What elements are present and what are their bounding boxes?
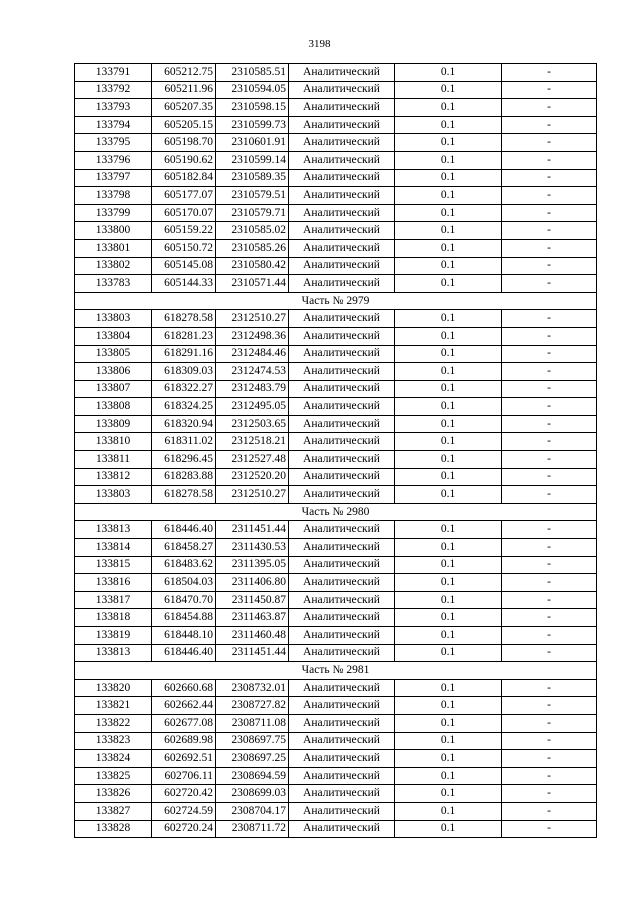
point-number: 133827 [75,802,152,820]
section-header: Часть № 2980 [75,503,597,521]
table-body [75,64,597,838]
y-coordinate: 2311463.87 [216,609,289,627]
table-row [75,239,597,257]
point-number: 133802 [75,257,152,275]
y-coordinate: 2310601.91 [216,134,289,152]
method: Аналитический [289,627,395,645]
table-row [75,187,597,205]
accuracy: 0.1 [395,556,502,574]
x-coordinate: 602720.42 [152,785,216,803]
accuracy: 0.1 [395,380,502,398]
y-coordinate: 2310585.02 [216,222,289,240]
table-row [75,257,597,275]
y-coordinate: 2310599.73 [216,116,289,134]
accuracy: 0.1 [395,468,502,486]
table-row [75,363,597,381]
method: Аналитический [289,802,395,820]
x-coordinate: 605212.75 [152,64,216,82]
accuracy: 0.1 [395,327,502,345]
point-number: 133794 [75,116,152,134]
accuracy: 0.1 [395,539,502,557]
method: Аналитический [289,222,395,240]
table-row [75,380,597,398]
accuracy: 0.1 [395,820,502,838]
x-coordinate: 605150.72 [152,239,216,257]
accuracy: 0.1 [395,627,502,645]
note: - [502,169,597,187]
x-coordinate: 605177.07 [152,187,216,205]
method: Аналитический [289,609,395,627]
y-coordinate: 2310598.15 [216,99,289,117]
method: Аналитический [289,398,395,416]
point-number: 133818 [75,609,152,627]
method: Аналитический [289,785,395,803]
y-coordinate: 2308697.75 [216,732,289,750]
table-row [75,275,597,293]
x-coordinate: 602692.51 [152,750,216,768]
table-row [75,767,597,785]
method: Аналитический [289,451,395,469]
table-row [75,81,597,99]
y-coordinate: 2312518.21 [216,433,289,451]
method: Аналитический [289,257,395,275]
point-number: 133825 [75,767,152,785]
note: - [502,521,597,539]
method: Аналитический [289,556,395,574]
note: - [502,99,597,117]
method: Аналитический [289,679,395,697]
method: Аналитический [289,767,395,785]
x-coordinate: 618296.45 [152,451,216,469]
y-coordinate: 2310589.35 [216,169,289,187]
y-coordinate: 2312483.79 [216,380,289,398]
x-coordinate: 602660.68 [152,679,216,697]
y-coordinate: 2310585.51 [216,64,289,82]
note: - [502,486,597,504]
table-row [75,679,597,697]
point-number: 133821 [75,697,152,715]
note: - [502,451,597,469]
x-coordinate: 605198.70 [152,134,216,152]
x-coordinate: 602720.24 [152,820,216,838]
y-coordinate: 2308697.25 [216,750,289,768]
accuracy: 0.1 [395,644,502,662]
y-coordinate: 2312510.27 [216,310,289,328]
note: - [502,222,597,240]
method: Аналитический [289,644,395,662]
table-row [75,151,597,169]
y-coordinate: 2311406.80 [216,574,289,592]
accuracy: 0.1 [395,169,502,187]
point-number: 133803 [75,486,152,504]
section-header-row [75,292,597,310]
accuracy: 0.1 [395,151,502,169]
accuracy: 0.1 [395,310,502,328]
note: - [502,556,597,574]
table-row [75,64,597,82]
point-number: 133828 [75,820,152,838]
method: Аналитический [289,134,395,152]
coordinates-table [74,63,597,838]
y-coordinate: 2308732.01 [216,679,289,697]
note: - [502,415,597,433]
y-coordinate: 2308711.72 [216,820,289,838]
point-number: 133808 [75,398,152,416]
table-row [75,556,597,574]
x-coordinate: 618278.58 [152,310,216,328]
y-coordinate: 2312510.27 [216,486,289,504]
accuracy: 0.1 [395,257,502,275]
method: Аналитический [289,204,395,222]
note: - [502,151,597,169]
note: - [502,591,597,609]
accuracy: 0.1 [395,222,502,240]
point-number: 133816 [75,574,152,592]
y-coordinate: 2310599.14 [216,151,289,169]
note: - [502,187,597,205]
point-number: 133812 [75,468,152,486]
x-coordinate: 618483.62 [152,556,216,574]
note: - [502,468,597,486]
accuracy: 0.1 [395,433,502,451]
method: Аналитический [289,732,395,750]
accuracy: 0.1 [395,679,502,697]
method: Аналитический [289,486,395,504]
method: Аналитический [289,64,395,82]
note: - [502,380,597,398]
table-row [75,433,597,451]
table-row [75,222,597,240]
y-coordinate: 2312503.65 [216,415,289,433]
method: Аналитический [289,345,395,363]
accuracy: 0.1 [395,81,502,99]
accuracy: 0.1 [395,275,502,293]
accuracy: 0.1 [395,451,502,469]
point-number: 133826 [75,785,152,803]
note: - [502,785,597,803]
table-row [75,169,597,187]
method: Аналитический [289,363,395,381]
y-coordinate: 2310579.51 [216,187,289,205]
accuracy: 0.1 [395,345,502,363]
x-coordinate: 618446.40 [152,644,216,662]
method: Аналитический [289,116,395,134]
y-coordinate: 2308694.59 [216,767,289,785]
y-coordinate: 2308704.17 [216,802,289,820]
note: - [502,539,597,557]
point-number: 133817 [75,591,152,609]
y-coordinate: 2312474.53 [216,363,289,381]
y-coordinate: 2308711.08 [216,714,289,732]
point-number: 133800 [75,222,152,240]
point-number: 133792 [75,81,152,99]
x-coordinate: 618278.58 [152,486,216,504]
note: - [502,116,597,134]
note: - [502,327,597,345]
method: Аналитический [289,539,395,557]
table-row [75,697,597,715]
method: Аналитический [289,275,395,293]
point-number: 133819 [75,627,152,645]
method: Аналитический [289,468,395,486]
note: - [502,802,597,820]
y-coordinate: 2310594.05 [216,81,289,99]
point-number: 133791 [75,64,152,82]
x-coordinate: 602677.08 [152,714,216,732]
method: Аналитический [289,380,395,398]
method: Аналитический [289,574,395,592]
note: - [502,609,597,627]
accuracy: 0.1 [395,574,502,592]
y-coordinate: 2312527.48 [216,451,289,469]
note: - [502,679,597,697]
y-coordinate: 2312520.20 [216,468,289,486]
x-coordinate: 605211.96 [152,81,216,99]
note: - [502,398,597,416]
method: Аналитический [289,99,395,117]
note: - [502,767,597,785]
table-row [75,574,597,592]
point-number: 133799 [75,204,152,222]
point-number: 133797 [75,169,152,187]
table-row [75,802,597,820]
y-coordinate: 2311451.44 [216,644,289,662]
y-coordinate: 2311460.48 [216,627,289,645]
accuracy: 0.1 [395,802,502,820]
method: Аналитический [289,239,395,257]
table-row [75,345,597,363]
method: Аналитический [289,521,395,539]
method: Аналитический [289,187,395,205]
x-coordinate: 618448.10 [152,627,216,645]
table-row [75,591,597,609]
table-row [75,714,597,732]
x-coordinate: 618504.03 [152,574,216,592]
x-coordinate: 605182.84 [152,169,216,187]
point-number: 133798 [75,187,152,205]
table-row [75,99,597,117]
x-coordinate: 618309.03 [152,363,216,381]
x-coordinate: 602662.44 [152,697,216,715]
accuracy: 0.1 [395,785,502,803]
accuracy: 0.1 [395,591,502,609]
accuracy: 0.1 [395,64,502,82]
method: Аналитический [289,169,395,187]
note: - [502,644,597,662]
point-number: 133813 [75,644,152,662]
note: - [502,750,597,768]
point-number: 133809 [75,415,152,433]
point-number: 133820 [75,679,152,697]
accuracy: 0.1 [395,415,502,433]
x-coordinate: 618311.02 [152,433,216,451]
table-row [75,327,597,345]
table-row [75,785,597,803]
x-coordinate: 618470.70 [152,591,216,609]
method: Аналитический [289,697,395,715]
point-number: 133783 [75,275,152,293]
x-coordinate: 605170.07 [152,204,216,222]
point-number: 133811 [75,451,152,469]
point-number: 133801 [75,239,152,257]
x-coordinate: 618322.27 [152,380,216,398]
note: - [502,134,597,152]
y-coordinate: 2311395.05 [216,556,289,574]
table-row [75,451,597,469]
x-coordinate: 602706.11 [152,767,216,785]
note: - [502,732,597,750]
section-header: Часть № 2979 [75,292,597,310]
accuracy: 0.1 [395,697,502,715]
note: - [502,820,597,838]
point-number: 133807 [75,380,152,398]
point-number: 133796 [75,151,152,169]
y-coordinate: 2308727.82 [216,697,289,715]
accuracy: 0.1 [395,99,502,117]
x-coordinate: 605159.22 [152,222,216,240]
table-row [75,398,597,416]
accuracy: 0.1 [395,116,502,134]
x-coordinate: 605207.35 [152,99,216,117]
page-number: 3198 [308,38,331,50]
point-number: 133823 [75,732,152,750]
accuracy: 0.1 [395,767,502,785]
note: - [502,81,597,99]
x-coordinate: 618283.88 [152,468,216,486]
point-number: 133805 [75,345,152,363]
note: - [502,433,597,451]
table-row [75,310,597,328]
x-coordinate: 605144.33 [152,275,216,293]
x-coordinate: 605190.62 [152,151,216,169]
accuracy: 0.1 [395,750,502,768]
method: Аналитический [289,433,395,451]
point-number: 133795 [75,134,152,152]
section-header: Часть № 2981 [75,662,597,680]
accuracy: 0.1 [395,134,502,152]
table-row [75,134,597,152]
table-row [75,609,597,627]
y-coordinate: 2312495.05 [216,398,289,416]
x-coordinate: 605205.15 [152,116,216,134]
point-number: 133804 [75,327,152,345]
table-row [75,732,597,750]
method: Аналитический [289,415,395,433]
y-coordinate: 2311450.87 [216,591,289,609]
table-row [75,116,597,134]
method: Аналитический [289,81,395,99]
table-row [75,750,597,768]
table-row [75,627,597,645]
table-row [75,415,597,433]
table-row [75,204,597,222]
x-coordinate: 602724.59 [152,802,216,820]
point-number: 133793 [75,99,152,117]
y-coordinate: 2312498.36 [216,327,289,345]
method: Аналитический [289,820,395,838]
x-coordinate: 618324.25 [152,398,216,416]
accuracy: 0.1 [395,398,502,416]
method: Аналитический [289,327,395,345]
note: - [502,697,597,715]
note: - [502,239,597,257]
note: - [502,363,597,381]
note: - [502,345,597,363]
accuracy: 0.1 [395,732,502,750]
y-coordinate: 2311451.44 [216,521,289,539]
x-coordinate: 618454.88 [152,609,216,627]
point-number: 133813 [75,521,152,539]
point-number: 133806 [75,363,152,381]
y-coordinate: 2311430.53 [216,539,289,557]
y-coordinate: 2310579.71 [216,204,289,222]
note: - [502,204,597,222]
y-coordinate: 2308699.03 [216,785,289,803]
table-row [75,468,597,486]
accuracy: 0.1 [395,486,502,504]
table-row [75,820,597,838]
accuracy: 0.1 [395,609,502,627]
y-coordinate: 2310585.26 [216,239,289,257]
method: Аналитический [289,750,395,768]
note: - [502,275,597,293]
method: Аналитический [289,591,395,609]
table-row [75,644,597,662]
y-coordinate: 2310580.42 [216,257,289,275]
accuracy: 0.1 [395,521,502,539]
note: - [502,574,597,592]
method: Аналитический [289,310,395,328]
y-coordinate: 2310571.44 [216,275,289,293]
note: - [502,714,597,732]
note: - [502,627,597,645]
note: - [502,64,597,82]
x-coordinate: 618281.23 [152,327,216,345]
point-number: 133803 [75,310,152,328]
point-number: 133810 [75,433,152,451]
accuracy: 0.1 [395,204,502,222]
point-number: 133814 [75,539,152,557]
y-coordinate: 2312484.46 [216,345,289,363]
table-row [75,539,597,557]
point-number: 133815 [75,556,152,574]
accuracy: 0.1 [395,187,502,205]
x-coordinate: 618446.40 [152,521,216,539]
table-row [75,486,597,504]
x-coordinate: 602689.98 [152,732,216,750]
point-number: 133824 [75,750,152,768]
x-coordinate: 618291.16 [152,345,216,363]
table-row [75,521,597,539]
section-header-row [75,662,597,680]
note: - [502,310,597,328]
point-number: 133822 [75,714,152,732]
x-coordinate: 605145.08 [152,257,216,275]
x-coordinate: 618458.27 [152,539,216,557]
section-header-row [75,503,597,521]
accuracy: 0.1 [395,714,502,732]
accuracy: 0.1 [395,363,502,381]
x-coordinate: 618320.94 [152,415,216,433]
method: Аналитический [289,714,395,732]
accuracy: 0.1 [395,239,502,257]
method: Аналитический [289,151,395,169]
note: - [502,257,597,275]
